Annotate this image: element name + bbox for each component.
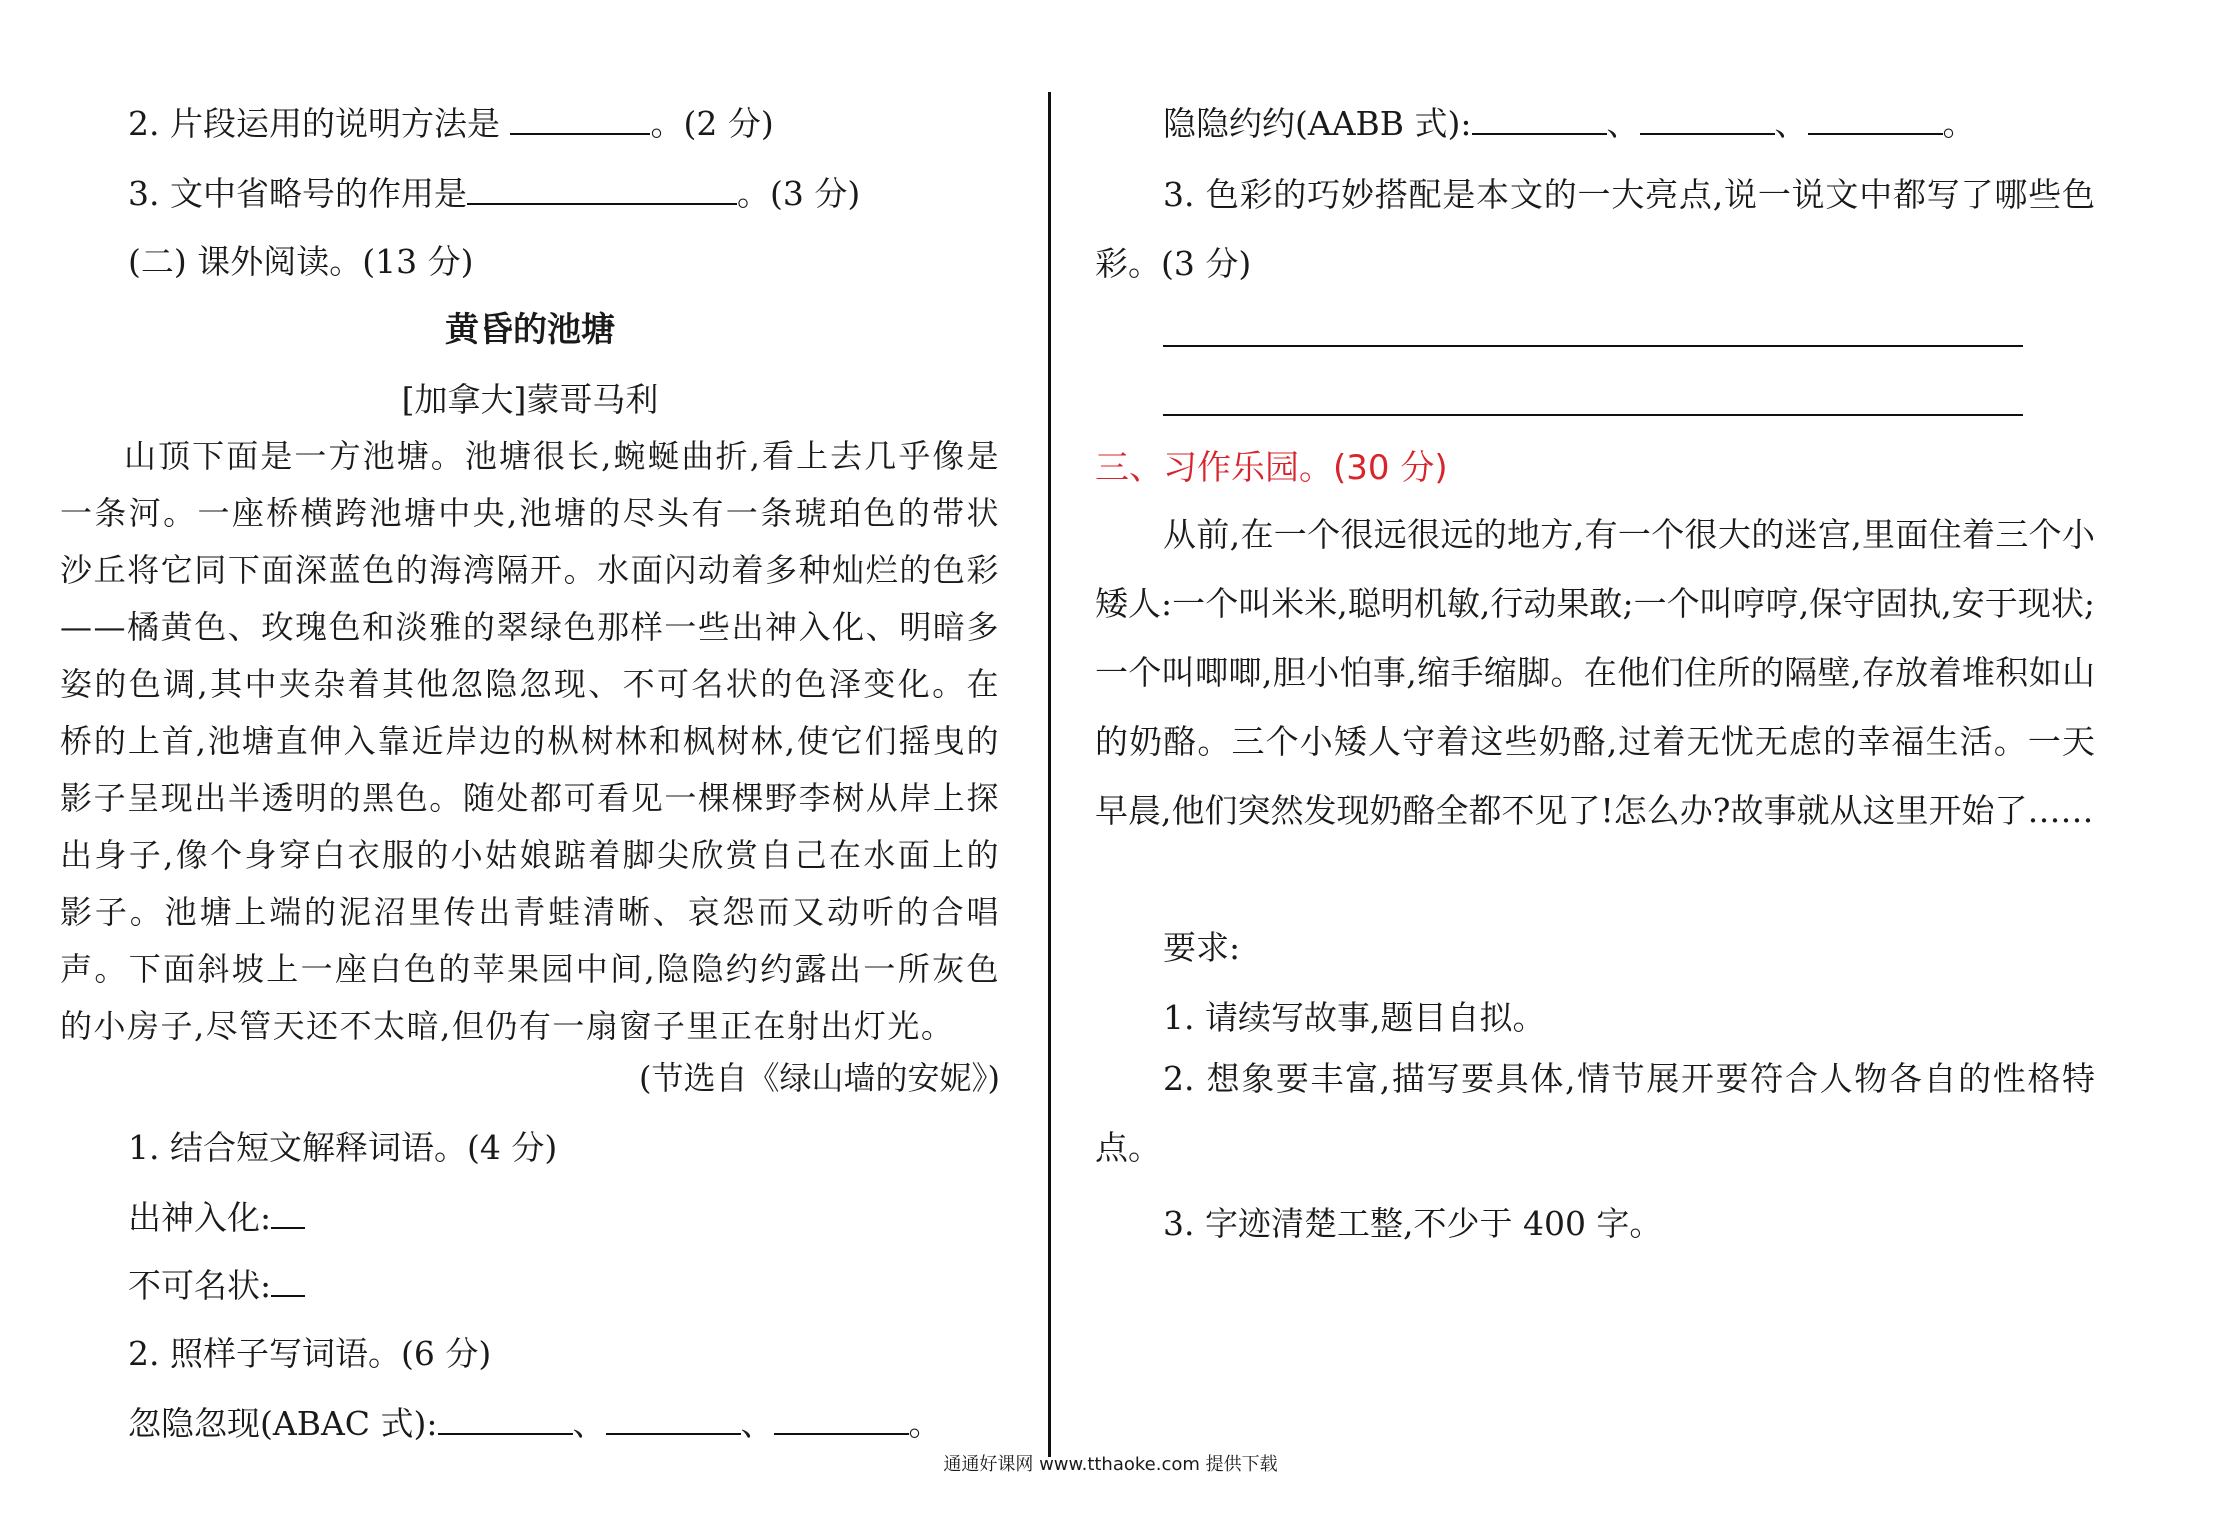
- requirement-2: 2. 想象要丰富,描写要具体,情节展开要符合人物各自的性格特点。: [1095, 1059, 2095, 1167]
- passage-paragraph: 山顶下面是一方池塘。池塘很长,蜿蜒曲折,看上去几乎像是一条河。一座桥横跨池塘中央,池塘的尽头有一条琥珀色的带状沙丘将它同下面深蓝色的海湾隔开。水面闪动着多种灿烂的色彩——橘黄色、玫瑰色和淡雅的翠绿色那样一些出神入化、明暗多姿的色调,其中夹杂着其他忽隐忽现、不可名状的色泽变化。在桥的上首,池塘直伸入靠近岸边的枞树林和枫树林,使它们摇曳的影子呈现出半透明的黑色。随处都可看见一棵棵野李树从岸上探出身子,像个身穿白衣服的小姑娘踮着脚尖欣赏自己在水面上的影子。池塘上端的泥沼里传出青蛙清晰、哀怨而又动听的合唱声。下面斜坡上一座白色的苹果园中间,隐隐约约露出一所灰色的小房子,尽管天还不太暗,但仍有一扇窗子里正在射出灯光。: [60, 437, 1000, 1045]
- separator: 、: [1774, 104, 1808, 143]
- separator: 、: [1606, 104, 1640, 143]
- word-label: 不可名状:: [128, 1266, 272, 1305]
- section-3-heading: 三、习作乐园。(30 分): [1095, 448, 1448, 488]
- question-1-explain: 1. 结合短文解释词语。(4 分): [128, 1128, 558, 1167]
- requirement-3: 3. 字迹清楚工整,不少于 400 字。: [1163, 1204, 1663, 1243]
- answer-blank[interactable]: [438, 1403, 573, 1435]
- word-2: [128, 1264, 305, 1308]
- question-score: 。(3 分): [736, 174, 861, 213]
- passage-author: [加拿大]蒙哥马利: [401, 380, 659, 419]
- answer-blank[interactable]: [271, 1197, 305, 1229]
- passage-source: (节选自《绿山墙的安妮》): [639, 1059, 1000, 1097]
- word-label: 出神入化:: [128, 1198, 272, 1237]
- passage-body: [60, 428, 1000, 1055]
- question-2-write-words: 2. 照样子写词语。(6 分): [128, 1334, 492, 1373]
- answer-blank[interactable]: [1808, 103, 1943, 135]
- section-2-heading: (二) 课外阅读。(13 分): [128, 242, 474, 281]
- pattern-label: 隐隐约约(AABB 式):: [1163, 104, 1472, 143]
- question-2-method: [128, 102, 774, 146]
- period: 。: [908, 1404, 942, 1443]
- requirements-heading: 要求:: [1163, 928, 1241, 967]
- question-3-ellipsis: [128, 172, 860, 216]
- separator: 、: [740, 1404, 774, 1443]
- answer-blank[interactable]: [774, 1403, 909, 1435]
- word-1: [128, 1196, 305, 1240]
- pattern-abac: [128, 1402, 942, 1446]
- pattern-label: 忽隐忽现(ABAC 式):: [128, 1404, 438, 1443]
- answer-blank[interactable]: [467, 173, 737, 205]
- writing-prompt-story: 从前,在一个很远很远的地方,有一个很大的迷宫,里面住着三个小矮人:一个叫米米,聪明机敏,行动果敢;一个叫哼哼,保守固执,安于现状;一个叫唧唧,胆小怕事,缩手缩脚。在他们住所的隔壁,存放着堆积如山的奶酪。三个小矮人守着这些奶酪,过着无忧无虑的幸福生活。一天早晨,他们突然发现奶酪全都不见了!怎么办?故事就从这里开始了……: [1095, 515, 2095, 830]
- answer-blank[interactable]: [271, 1265, 305, 1297]
- answer-line-2[interactable]: [1163, 414, 2023, 416]
- question-3-colors: 3. 色彩的巧妙搭配是本文的一大亮点,说一说文中都写了哪些色彩。(3 分): [1095, 175, 2095, 283]
- question-text: 3. 文中省略号的作用是: [128, 174, 467, 213]
- period: 。: [1942, 104, 1976, 143]
- footer-credit: 通通好课网 www.tthaoke.com 提供下载: [943, 1454, 1278, 1475]
- answer-blank[interactable]: [510, 103, 650, 135]
- answer-blank[interactable]: [606, 1403, 741, 1435]
- answer-line-1[interactable]: [1163, 345, 2023, 347]
- separator: 、: [572, 1404, 606, 1443]
- question-score: 。(2 分): [650, 104, 774, 143]
- requirement-1: 1. 请续写故事,题目自拟。: [1163, 998, 1546, 1037]
- pattern-aabb: [1163, 102, 1976, 146]
- question-text: 2. 片段运用的说明方法是: [128, 104, 500, 143]
- answer-blank[interactable]: [1472, 103, 1607, 135]
- passage-title: 黄昏的池塘: [445, 310, 615, 350]
- column-divider: [1048, 92, 1051, 1457]
- answer-blank[interactable]: [1640, 103, 1775, 135]
